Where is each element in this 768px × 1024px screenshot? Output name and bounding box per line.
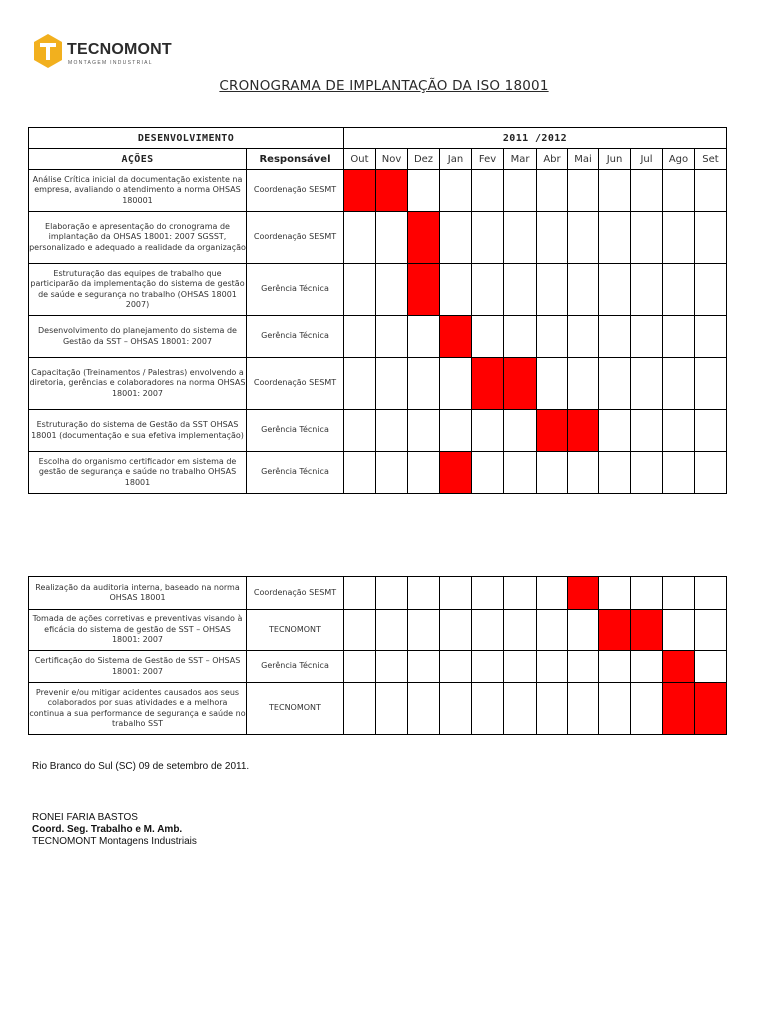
gantt-cell [695,316,727,358]
action-description: Capacitação (Treinamentos / Palestras) envolvendo a diretoria, gerências e colaboradores na norma OHSAS 18001: 2007 [29,358,247,410]
gantt-cell-active [695,683,727,735]
gantt-cell-active [376,170,408,212]
gantt-cell [631,577,663,610]
gantt-cell [599,358,631,410]
gantt-cell-active [344,170,376,212]
gantt-cell [695,651,727,683]
gantt-cell [440,651,472,683]
gantt-cell [472,170,504,212]
gantt-cell [695,170,727,212]
gantt-cell [568,212,599,264]
responsible: TECNOMONT [247,610,344,651]
schedule-row [29,610,727,651]
gantt-cell-active [408,264,440,316]
gantt-cell [472,610,504,651]
gantt-cell [440,683,472,735]
gantt-cell [440,358,472,410]
gantt-cell [504,410,537,452]
gantt-cell [599,212,631,264]
action-description: Prevenir e/ou mitigar acidentes causados aos seus colaborados por suas atividades e a melhora continua a sua performance de segurança e saúde no trabalho SST [29,683,247,735]
gantt-cell [504,264,537,316]
schedule-row [29,577,727,610]
action-description: Desenvolvimento do planejamento do sistema de Gestão da SST – OHSAS 18001: 2007 [29,316,247,358]
month-header: Abr [537,149,568,170]
gantt-cell [599,410,631,452]
schedule-row [29,683,727,735]
gantt-cell [663,577,695,610]
responsible: Coordenação SESMT [247,170,344,212]
schedule-row [29,358,727,410]
gantt-cell [568,651,599,683]
month-header: Ago [663,149,695,170]
schedule-row [29,651,727,683]
month-header: Mai [568,149,599,170]
gantt-cell [663,410,695,452]
company-logo [33,33,172,69]
gantt-cell [568,452,599,494]
gantt-cell [376,316,408,358]
gantt-cell [440,170,472,212]
gantt-cell [568,316,599,358]
gantt-cell [663,316,695,358]
gantt-cell [537,452,568,494]
header-actions: AÇÕES [29,149,247,170]
gantt-cell [663,212,695,264]
month-header: Jul [631,149,663,170]
logo-tagline: MONTAGEM INDUSTRIAL [68,60,153,66]
responsible: Gerência Técnica [247,410,344,452]
gantt-cell [568,170,599,212]
gantt-cell [599,264,631,316]
gantt-cell [631,683,663,735]
gantt-cell [344,358,376,410]
action-description: Estruturação das equipes de trabalho que participarão da implementação do sistema de gestão de saúde e segurança no trabalho (OHSAS 18001 2007) [29,264,247,316]
gantt-cell [504,683,537,735]
gantt-cell [344,316,376,358]
gantt-cell [344,577,376,610]
gantt-cell [504,212,537,264]
gantt-cell [537,610,568,651]
schedule-table-part2 [28,576,727,735]
gantt-cell [537,170,568,212]
gantt-cell [376,410,408,452]
gantt-cell [472,577,504,610]
gantt-cell [472,316,504,358]
gantt-cell [631,452,663,494]
gantt-cell [568,358,599,410]
gantt-cell [537,683,568,735]
responsible: TECNOMONT [247,683,344,735]
header-responsible: Responsável [247,149,344,170]
gantt-cell [631,316,663,358]
gantt-cell [695,358,727,410]
gantt-cell-active [440,452,472,494]
schedule-row [29,452,727,494]
gantt-cell-active [568,410,599,452]
gantt-cell [504,610,537,651]
document-title: CRONOGRAMA DE IMPLANTAÇÃO DA ISO 18001 [219,78,549,94]
header-period: 2011 /2012 [344,128,727,149]
gantt-cell [537,651,568,683]
gantt-cell [472,683,504,735]
gantt-cell [408,316,440,358]
gantt-cell [663,610,695,651]
gantt-cell [695,610,727,651]
gantt-cell [504,170,537,212]
action-description: Elaboração e apresentação do cronograma de implantação da OHSAS 18001: 2007 SGSST, personalizado e adequado a realidade da organização [29,212,247,264]
responsible: Gerência Técnica [247,651,344,683]
gantt-cell [440,577,472,610]
gantt-cell [376,683,408,735]
gantt-cell [504,452,537,494]
gantt-cell [568,264,599,316]
gantt-cell [599,170,631,212]
gantt-cell [376,651,408,683]
gantt-cell-active [504,358,537,410]
gantt-cell [344,683,376,735]
gantt-cell [408,170,440,212]
month-header: Set [695,149,727,170]
signer-company: TECNOMONT Montagens Industriais [32,836,197,847]
gantt-cell-active [631,610,663,651]
gantt-cell [344,264,376,316]
gantt-cell [631,264,663,316]
responsible: Gerência Técnica [247,452,344,494]
gantt-cell [440,410,472,452]
gantt-cell [599,683,631,735]
responsible: Gerência Técnica [247,264,344,316]
gantt-cell [376,358,408,410]
gantt-cell [695,577,727,610]
gantt-cell [504,577,537,610]
gantt-cell [537,577,568,610]
gantt-cell [504,651,537,683]
gantt-cell [504,316,537,358]
month-header: Mar [504,149,537,170]
gantt-cell [663,358,695,410]
responsible: Coordenação SESMT [247,577,344,610]
month-header: Jan [440,149,472,170]
action-description: Realização da auditoria interna, baseado na norma OHSAS 18001 [29,577,247,610]
gantt-cell [344,610,376,651]
gantt-cell [663,264,695,316]
gantt-cell-active [537,410,568,452]
gantt-cell [376,212,408,264]
gantt-cell [695,212,727,264]
header-development: DESENVOLVIMENTO [29,128,344,149]
gantt-cell [376,577,408,610]
gantt-cell [537,212,568,264]
signer-role: Coord. Seg. Trabalho e M. Amb. [32,824,183,835]
gantt-cell [663,452,695,494]
responsible: Coordenação SESMT [247,358,344,410]
gantt-cell-active [663,683,695,735]
gantt-cell [695,410,727,452]
gantt-cell [408,651,440,683]
gantt-cell [695,264,727,316]
gantt-cell [376,264,408,316]
month-header: Jun [599,149,631,170]
month-header: Dez [408,149,440,170]
gantt-cell [631,410,663,452]
place-date: Rio Branco do Sul (SC) 09 de setembro de 2011. [32,761,250,772]
gantt-cell-active [408,212,440,264]
gantt-cell [408,610,440,651]
gantt-cell-active [599,610,631,651]
month-header: Nov [376,149,408,170]
month-header: Out [344,149,376,170]
action-description: Tomada de ações corretivas e preventivas visando à eficácia do sistema de gestão de SST – OHSAS 18001: 2007 [29,610,247,651]
logo-hexagon-icon [33,33,63,69]
gantt-cell [472,410,504,452]
month-header: Fev [472,149,504,170]
action-description: Análise Crítica inicial da documentação existente na empresa, avaliando o atendimento a norma OHSAS 180001 [29,170,247,212]
gantt-cell [440,610,472,651]
gantt-cell [408,452,440,494]
gantt-cell-active [663,651,695,683]
gantt-cell [440,264,472,316]
schedule-row [29,410,727,452]
gantt-cell [344,212,376,264]
gantt-cell [376,610,408,651]
logo-name: TECNOMONT [67,41,172,58]
gantt-cell-active [440,316,472,358]
gantt-cell [472,651,504,683]
gantt-cell [631,358,663,410]
action-description: Escolha do organismo certificador em sistema de gestão de segurança e saúde no trabalho OHSAS 18001 [29,452,247,494]
gantt-cell [537,264,568,316]
signer-name: RONEI FARIA BASTOS [32,812,138,823]
gantt-cell [440,212,472,264]
schedule-table-part1 [28,127,727,494]
gantt-cell [376,452,408,494]
schedule-row [29,316,727,358]
gantt-cell [695,452,727,494]
schedule-row [29,212,727,264]
gantt-cell [472,264,504,316]
gantt-cell [663,170,695,212]
gantt-cell [631,212,663,264]
action-description: Estruturação do sistema de Gestão da SST OHSAS 18001 (documentação e sua efetiva implementação) [29,410,247,452]
gantt-cell [344,452,376,494]
gantt-cell [344,651,376,683]
gantt-cell-active [472,358,504,410]
gantt-cell [599,651,631,683]
gantt-cell [344,410,376,452]
gantt-cell-active [568,577,599,610]
gantt-cell [599,316,631,358]
gantt-cell [568,610,599,651]
responsible: Coordenação SESMT [247,212,344,264]
action-description: Certificação do Sistema de Gestão de SST – OHSAS 18001: 2007 [29,651,247,683]
gantt-cell [408,577,440,610]
schedule-row [29,170,727,212]
gantt-cell [537,358,568,410]
gantt-cell [599,452,631,494]
schedule-row [29,264,727,316]
gantt-cell [631,651,663,683]
gantt-cell [472,452,504,494]
gantt-cell [631,170,663,212]
gantt-cell [408,683,440,735]
gantt-cell [537,316,568,358]
gantt-cell [408,410,440,452]
responsible: Gerência Técnica [247,316,344,358]
gantt-cell [568,683,599,735]
gantt-cell [599,577,631,610]
gantt-cell [408,358,440,410]
gantt-cell [472,212,504,264]
